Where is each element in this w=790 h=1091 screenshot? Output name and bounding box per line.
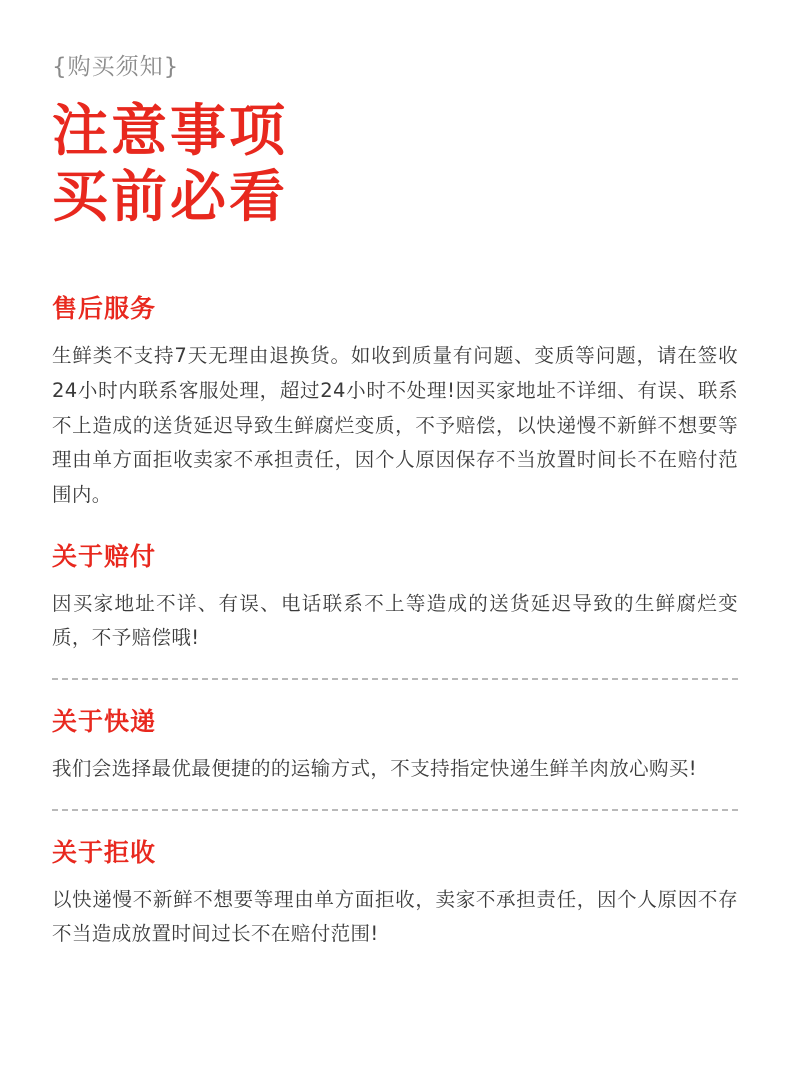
- section-spacer: [52, 513, 738, 537]
- section-shipping: [52, 702, 738, 787]
- page-kicker: {购买须知}: [52, 54, 180, 80]
- notice-sections: [52, 289, 738, 952]
- section-body: 因买家地址不详、有误、电话联系不上等造成的送货延迟导致的生鲜腐烂变质，不予赔偿哦!: [52, 591, 738, 650]
- section-compensation: [52, 537, 738, 656]
- section-rejection: [52, 833, 738, 952]
- page-title-line-1: 注意事项: [52, 99, 288, 164]
- section-title: 关于快递: [52, 707, 157, 737]
- section-body: 生鲜类不支持7天无理由退换货。如收到质量有问题、变质等问题，请在签收24小时内联系客服处理，超过24小时不处理!因买家地址不详细、有误、联系不上造成的送货延迟导致生鲜腐烂变质，不予赔偿，以快递慢不新鲜不想要等理由单方面拒收卖家不承担责任，因个人原因保存不当放置时间长不在赔付范围内。: [52, 344, 738, 506]
- section-body: 我们会选择最优最便捷的的运输方式，不支持指定快递生鲜羊肉放心购买!: [52, 757, 698, 781]
- page-title: [52, 99, 738, 231]
- section-title: 关于拒收: [52, 837, 157, 867]
- page-title-line-2: 买前必看: [52, 165, 288, 231]
- section-divider: [52, 678, 738, 680]
- section-title: 关于赔付: [52, 541, 157, 571]
- section-after-sales: [52, 289, 738, 513]
- section-divider: [52, 809, 738, 811]
- section-title: 售后服务: [52, 294, 157, 324]
- section-body: 以快递慢不新鲜不想要等理由单方面拒收，卖家不承担责任，因个人原因不存不当造成放置时间过长不在赔付范围!: [52, 887, 738, 946]
